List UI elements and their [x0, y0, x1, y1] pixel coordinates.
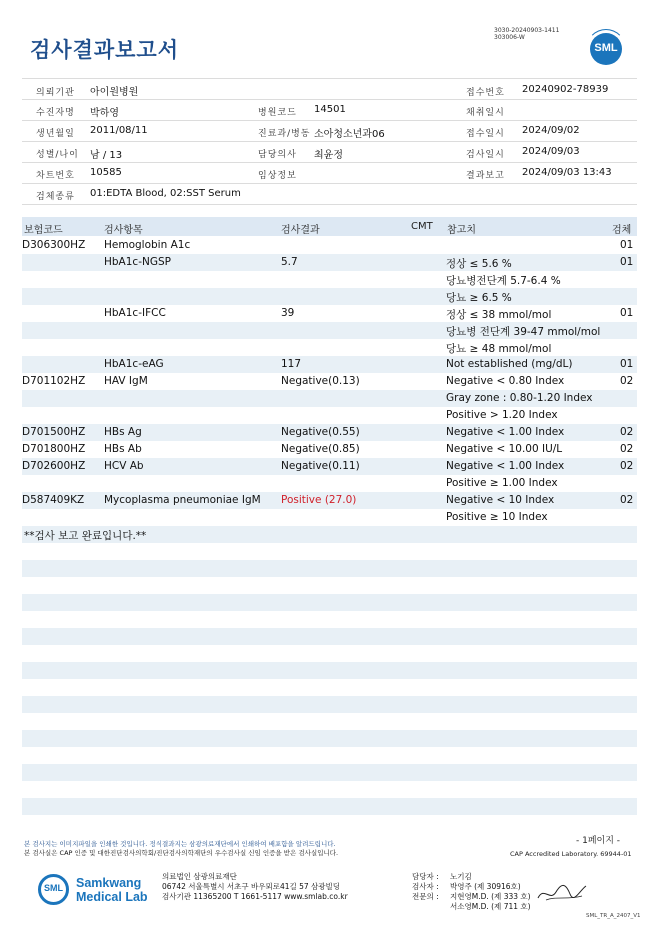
receipt-no-label: 접수번호: [466, 88, 505, 98]
document-code: 303006-W: [494, 34, 525, 41]
insurance-code: D701800HZ: [22, 443, 86, 455]
sml-logo: [590, 33, 622, 65]
insurance-code: D587409KZ: [22, 494, 85, 506]
specialist-value: 지현영M.D. (제 333 호): [450, 892, 531, 901]
empty-row: [22, 679, 637, 696]
table-row: [22, 458, 637, 475]
test-item: HAV IgM: [104, 375, 148, 387]
table-row: [22, 271, 637, 288]
tester-value: 박영주 (제 30916호): [450, 882, 521, 891]
brand-line: Medical Lab: [76, 890, 148, 904]
test-date-label: 검사일시: [466, 150, 505, 160]
org-info: [162, 872, 348, 902]
empty-row: [22, 611, 637, 628]
org-contact: 검사기관 11365200 T 1661-5117 www.smlab.co.kr: [162, 892, 348, 901]
col-result: 검사결과: [281, 225, 320, 236]
reference-range: 정상 ≤ 38 mmol/mol: [446, 309, 552, 321]
dept-value: 소아청소년과06: [314, 129, 385, 140]
birth-label: 생년월일: [36, 129, 75, 139]
receipt-date-label: 접수일시: [466, 129, 505, 139]
empty-row: [22, 628, 637, 645]
test-item: HBs Ab: [104, 443, 142, 455]
brand-name: [76, 876, 148, 904]
insurance-code: D701500HZ: [22, 426, 86, 438]
reference-range: 당뇨 ≥ 6.5 %: [446, 292, 512, 304]
footer-logo-text: SML: [44, 883, 63, 893]
receipt-date-value: 2024/09/02: [522, 125, 580, 136]
table-row: [22, 339, 637, 356]
chart-no-value: 10585: [90, 167, 122, 178]
test-item: HBs Ag: [104, 426, 142, 438]
test-result: Negative(0.55): [281, 426, 360, 438]
table-row: [22, 509, 637, 526]
hospital-code-value: 14501: [314, 104, 346, 115]
reference-range: 당뇨 ≥ 48 mmol/mol: [446, 343, 552, 355]
test-result: Negative(0.11): [281, 460, 360, 472]
document-code: 3030-20240903-1411: [494, 27, 560, 34]
specialist-label: 전문의 :: [412, 892, 439, 901]
empty-row: [22, 594, 637, 611]
page-number: - 1페이지 -: [576, 836, 621, 846]
table-row: [22, 288, 637, 305]
insurance-code: D306300HZ: [22, 239, 86, 251]
test-result: 5.7: [281, 256, 298, 268]
empty-row: [22, 696, 637, 713]
test-item: HbA1c-NGSP: [104, 256, 171, 268]
org-address: 06742 서울특별시 서초구 바우뫼로41길 57 삼광빌딩: [162, 882, 341, 891]
staff-labels: [412, 872, 439, 902]
specimen-code: 01: [620, 358, 634, 370]
doctor-label: 담당의사: [258, 150, 297, 160]
test-date-value: 2024/09/03: [522, 146, 580, 157]
specimen-label: 검체종류: [36, 192, 75, 202]
reference-range: Negative < 10.00 IU/L: [446, 443, 563, 455]
clinical-label: 임상정보: [258, 171, 297, 181]
table-row: [22, 492, 637, 509]
sml-footer-logo: [38, 874, 69, 905]
empty-row: [22, 713, 637, 730]
specimen-code: 01: [620, 307, 634, 319]
report-date-value: 2024/09/03 13:43: [522, 167, 612, 178]
reference-range: Gray zone : 0.80-1.20 Index: [446, 392, 593, 404]
table-row: [22, 373, 637, 390]
sex-age-label: 성별/나이: [36, 150, 79, 160]
empty-row: [22, 815, 637, 832]
empty-row: [22, 747, 637, 764]
hospital-code-label: 병원코드: [258, 108, 297, 118]
reference-range: Negative < 1.00 Index: [446, 460, 565, 472]
test-item: HbA1c-IFCC: [104, 307, 166, 319]
hospital-label: 의뢰기관: [36, 88, 75, 98]
empty-row: [22, 798, 637, 815]
reference-range: Positive ≥ 10 Index: [446, 511, 548, 523]
report-date-label: 결과보고: [466, 171, 505, 181]
specimen-code: 02: [620, 426, 634, 438]
logo-text: SML: [594, 42, 618, 54]
reference-range: Not established (mg/dL): [446, 358, 573, 370]
test-result: Positive (27.0): [281, 494, 357, 506]
patient-label: 수진자명: [36, 108, 75, 118]
empty-row: [22, 560, 637, 577]
brand-line: Samkwang: [76, 876, 142, 890]
cap-accreditation: CAP Accredited Laboratory. 69944-01: [510, 850, 632, 858]
empty-row: [22, 764, 637, 781]
table-row: [22, 237, 637, 254]
test-item: HCV Ab: [104, 460, 144, 472]
chart-no-label: 차트번호: [36, 171, 75, 181]
test-item: Hemoglobin A1c: [104, 239, 191, 251]
reference-range: Negative < 10 Index: [446, 494, 555, 506]
form-code: SML_TR_A_2407_V1: [586, 913, 641, 919]
table-row: [22, 390, 637, 407]
empty-row: [22, 577, 637, 594]
collect-date-label: 채취일시: [466, 108, 505, 118]
reference-range: 정상 ≤ 5.6 %: [446, 258, 512, 270]
specimen-code: 01: [620, 239, 634, 251]
specimen-code: 02: [620, 375, 634, 387]
col-cmt: CMT: [411, 221, 433, 232]
hospital-value: 아이원병원: [90, 87, 139, 98]
reference-range: Positive > 1.20 Index: [446, 409, 558, 421]
table-row: [22, 322, 637, 339]
patient-value: 박하영: [90, 108, 119, 119]
empty-row: [22, 662, 637, 679]
table-row: [22, 305, 637, 322]
specimen-code: 02: [620, 494, 634, 506]
empty-row: [22, 543, 637, 560]
table-row: [22, 424, 637, 441]
table-row: [22, 475, 637, 492]
table-row: [22, 356, 637, 373]
table-row: [22, 254, 637, 271]
birth-value: 2011/08/11: [90, 125, 148, 136]
results-table-header: [22, 217, 637, 236]
test-result: 117: [281, 358, 302, 370]
col-item: 검사항목: [104, 225, 143, 236]
document-codes: [494, 27, 559, 41]
staff-value: 노기김: [450, 872, 472, 881]
dept-label: 진료과/병동: [258, 129, 311, 139]
col-code: 보험코드: [24, 225, 63, 236]
insurance-code: D702600HZ: [22, 460, 86, 472]
insurance-code: D701102HZ: [22, 375, 86, 387]
specimen-value: 01:EDTA Blood, 02:SST Serum: [90, 188, 241, 199]
reference-range: 당뇨병 전단계 39-47 mmol/mol: [446, 326, 601, 338]
empty-row: [22, 730, 637, 747]
doctor-value: 최윤정: [314, 150, 343, 161]
org-name: 의료법인 삼광의료재단: [162, 872, 237, 881]
page-title: 검사결과보고서: [30, 38, 180, 62]
table-row: [22, 407, 637, 424]
cap-notice: 본 검사실은 CAP 인증 및 대한진단검사의학회/진단검사의학재단의 우수검사실 신임 인증을 받은 검사실입니다.: [24, 849, 339, 857]
staff-values: [450, 872, 531, 912]
image-notice: 본 검사지는 이미지파일을 인쇄한 것입니다. 정식결과지는 삼광의료재단에서 인쇄하여 배포함을 알려드립니다.: [24, 840, 336, 848]
test-item: Mycoplasma pneumoniae IgM: [104, 494, 261, 506]
specialist-value: 서소영M.D. (제 711 호): [450, 902, 531, 911]
specimen-code: 02: [620, 460, 634, 472]
completion-message: **검사 보고 완료입니다.**: [24, 530, 147, 542]
col-specimen: 검체: [612, 225, 632, 236]
reference-range: Negative < 0.80 Index: [446, 375, 565, 387]
receipt-no-value: 20240902-78939: [522, 84, 609, 95]
table-row: [22, 441, 637, 458]
completion-row: [22, 526, 637, 543]
sex-age-value: 남 / 13: [90, 150, 123, 161]
empty-row: [22, 645, 637, 662]
test-result: Negative(0.85): [281, 443, 360, 455]
specimen-code: 01: [620, 256, 634, 268]
reference-range: Positive ≥ 1.00 Index: [446, 477, 558, 489]
tester-label: 검사자 :: [412, 882, 439, 891]
col-ref: 참고치: [447, 225, 476, 236]
specimen-code: 02: [620, 443, 634, 455]
test-result: Negative(0.13): [281, 375, 360, 387]
test-result: 39: [281, 307, 295, 319]
reference-range: Negative < 1.00 Index: [446, 426, 565, 438]
staff-label: 담당자 :: [412, 872, 439, 881]
reference-range: 당뇨병전단계 5.7-6.4 %: [446, 275, 561, 287]
empty-row: [22, 781, 637, 798]
test-item: HbA1c-eAG: [104, 358, 164, 370]
signature: [536, 880, 588, 906]
